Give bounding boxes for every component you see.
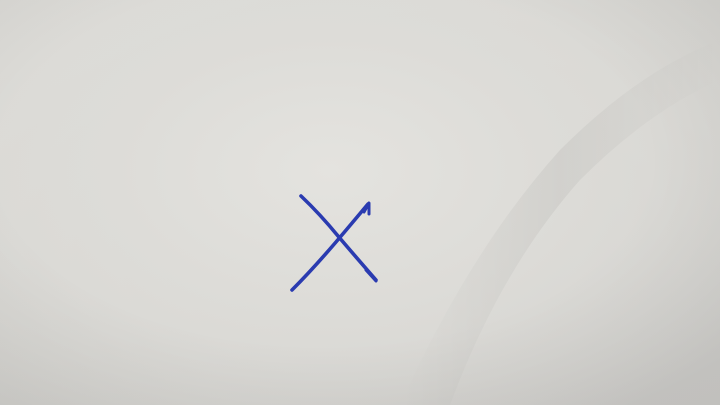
x-stroke-hook [364, 203, 369, 214]
x-stroke-up [292, 204, 368, 290]
